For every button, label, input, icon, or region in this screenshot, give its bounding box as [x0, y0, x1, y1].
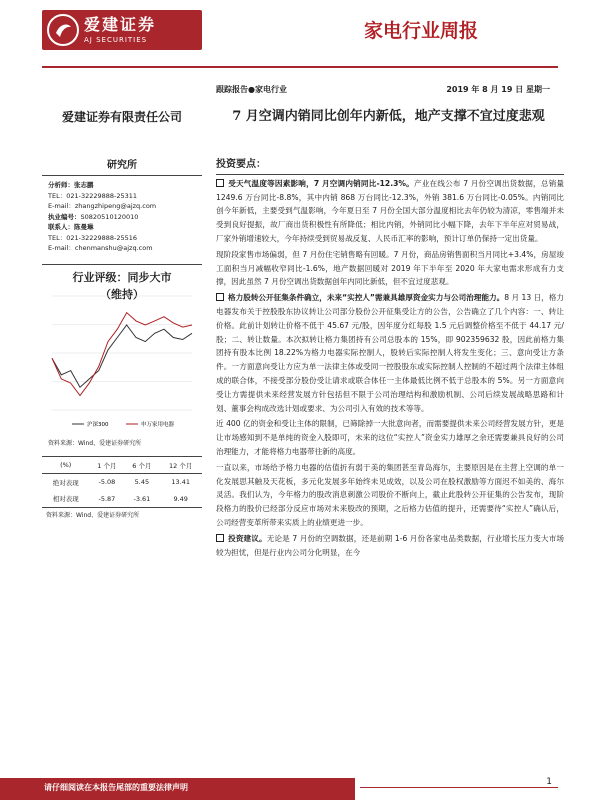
p1-lead: 受天气温度等因素影响，7 月空调内销同比-12.3%。	[228, 178, 414, 188]
logo-mark-icon	[46, 13, 80, 47]
contact-email[interactable]: E-mail：chenmanshu@ajzq.com	[48, 244, 153, 252]
legend-label-hs300: 沪深300	[87, 422, 109, 428]
rating-line2: （维持）	[100, 287, 144, 301]
report-date: 2019 年 8 月 19 日 星期一	[446, 85, 550, 94]
perf-cell: -3.61	[124, 491, 159, 508]
perf-cell: 5.45	[134, 478, 150, 487]
contact	[48, 222, 202, 233]
cert-number	[48, 212, 202, 223]
legend-label-appliance: 申万家用电器	[141, 422, 175, 428]
checkbox-bullet-icon	[216, 293, 224, 301]
chart-legend	[72, 420, 175, 428]
analyst-tel: TEL：021-32229888-25311	[48, 191, 138, 200]
perf-cell: 绝对表现	[52, 478, 79, 487]
analyst-label: 分析师：	[48, 181, 74, 189]
logo-en: AJ SECURITIES	[84, 35, 148, 44]
performance-table	[42, 456, 202, 508]
p1-body: 产业在线公布 7 月份空调出货数据，总销量 1249.6 万台同比-8.8%，其中内销 868 万台同比-12.3%，外销 381.6 万台同比-0.05%。内销同比创今年新低，主要受到气温影响，今年夏日至 7 月份全国大部分温度相比去年仍较为清凉，零售端并未受到良好提振，故厂商出货积极性有所降低；相比内销，外销同比小幅下降，去年下半年应对贸易战，厂家外销增速较大，今年持续受到贸易战反复、人民币汇率的影响，预计订单仍保持一定出货量。	[216, 178, 564, 243]
report-type: 跟踪报告●家电行业	[216, 85, 287, 94]
contact-tel: TEL：021-32229888-25516	[48, 233, 138, 242]
paragraph-3	[216, 291, 564, 415]
logo	[42, 10, 202, 50]
perf-header: 12 个月	[159, 457, 202, 474]
analyst	[48, 180, 202, 191]
cert-label: 执业编号：	[48, 212, 81, 221]
table-source: 资料来源：Wind、爱建证券研究所	[46, 512, 140, 519]
sidebar-title: 研究所	[42, 156, 202, 176]
rating-line1: 行业评级：同步大市	[72, 270, 172, 284]
top-rule	[42, 66, 558, 68]
series-line-hs300	[52, 325, 192, 387]
page-number: 1	[546, 777, 552, 787]
paragraph-1	[216, 177, 564, 246]
index-chart	[42, 286, 202, 436]
sidebar	[42, 156, 202, 303]
perf-cell: -5.87	[89, 491, 124, 508]
series-line-appliance	[52, 313, 192, 396]
contact-label: 联系人：	[48, 223, 74, 231]
analyst-email[interactable]: E-mail：zhangzhipeng@ajzq.com	[48, 202, 157, 210]
checkbox-bullet-icon	[216, 534, 224, 542]
contact-name: 陈曼琳	[74, 223, 94, 231]
paragraph-4: 近 400 亿的资金和受让主体的限制，已筛除掉一大批意向者，而需要提供未来公司经营发展方针，更是让市场感知到不是单纯的资金入股即可，未来的这位“实控人”资金实力雄厚之余还需要兼具良好的公司治理能力，才能将格力电器带往新的高度。	[216, 419, 564, 456]
footer-disclaimer[interactable]: 请仔细阅读在本报告尾部的重要法律声明	[44, 783, 188, 792]
table-row	[42, 491, 202, 508]
table-row	[42, 474, 202, 491]
p3-body: 8 月 13 日，格力电器发布关于控股股东协议转让公司部分股份公开征集受让方的公告，公告确立了几个内容：一、转让价格。此前计划转让价格不低于 45.67 元/股，因年度分红每股 1.5 元后调整价格至不低于 44.17 元/股；二、转让数量。本次拟转让格力集团持有公司总股本的 15%，即 902359632 股，因此前格力集团持有股本比例 18.22%为格力电器实际控制人，股转后实际控制人将发生变化；三、意向受让方条件。一方面意向受让方应为单一法律主体或受同一控股股东或实际控制人控制的不超过两个法律主体组成的联合体，不接受部分股份受让请求或联合体任一主体最低比例不低于总股本的 5%。另一方面意向受让方需提供未来经营发展方针包括但不限于公司治理结构和激励机制、公司后续发展战略思路和计划、董事会构成改选计划或要求、为公司引入有效的技术等等。	[216, 293, 564, 413]
perf-cell: 相对表现	[42, 491, 89, 508]
headline: 7 月空调内销同比创年内新低，地产支撑不宜过度悲观	[232, 109, 545, 124]
perf-header: 6 个月	[124, 457, 159, 474]
chart-grid	[52, 296, 192, 410]
section-title: 投资要点：	[216, 158, 564, 175]
p6-lead: 投资建议。	[228, 533, 267, 543]
perf-cell: -5.08	[98, 478, 116, 487]
paragraph-6	[216, 532, 564, 560]
report-title: 家电行业周报	[363, 20, 478, 42]
checkbox-bullet-icon	[216, 179, 224, 187]
perf-header: (%)	[42, 457, 89, 474]
paragraph-5: 一直以来，市场给予格力电器的估值折有弱于美的集团甚至青岛海尔，主要原因是在主营上空调的单一化发展思其触及天花板，多元化发展多年始终未见成效，以及公司在股权激励等方面迟不如美的、海尔灵活。我们认为，今年格力的股改消息刺激公司股价不断向上，截止此股转公开征集的公告发布，现阶段格力的股价已经部分反应市场对未来股改的预期，之后格力估值的提升，还需要待“实控人”确认后，公司经营变革所带来实质上的业绩更进一步。	[216, 462, 564, 527]
main-content	[216, 158, 564, 561]
company-name: 爱建证券有限责任公司	[61, 110, 182, 124]
perf-cell: 9.49	[159, 491, 202, 508]
analyst-name: 张志鹏	[74, 181, 94, 189]
cert-value: S0820510120010	[80, 212, 139, 221]
logo-cn: 爱建证券	[84, 14, 157, 34]
p6-body: 无论是 7 月份的空调数据，还是前期 1-6 月份各家电品类数据，行业增长压力变大市场较为担忧，但是行业内公司分化明显，在今	[216, 533, 564, 557]
chart-source: 资料来源：Wind、爱建证券研究所	[48, 440, 142, 447]
p3-lead: 格力股转公开征集条件确立，未来“实控人”需兼具雄厚资金实力与公司治理能力。	[228, 293, 505, 303]
perf-cell: 13.41	[171, 478, 190, 487]
perf-header: 1 个月	[89, 457, 124, 474]
paragraph-2: 现阶段家售市场偏弱，但 7 月份住宅销售略有回暖。7 月份，商品房销售面积当月同比+3.4%，房屋竣工面积当月减幅收窄同比-1.6%，地产数据回暖对 2019 年下半年至 2020 年大家电需求形成有力支撑，因此虽然 7 月份空调出货数据创年内同比新低，但不宜过度悲观。	[216, 249, 564, 287]
footer-rule	[360, 787, 558, 788]
